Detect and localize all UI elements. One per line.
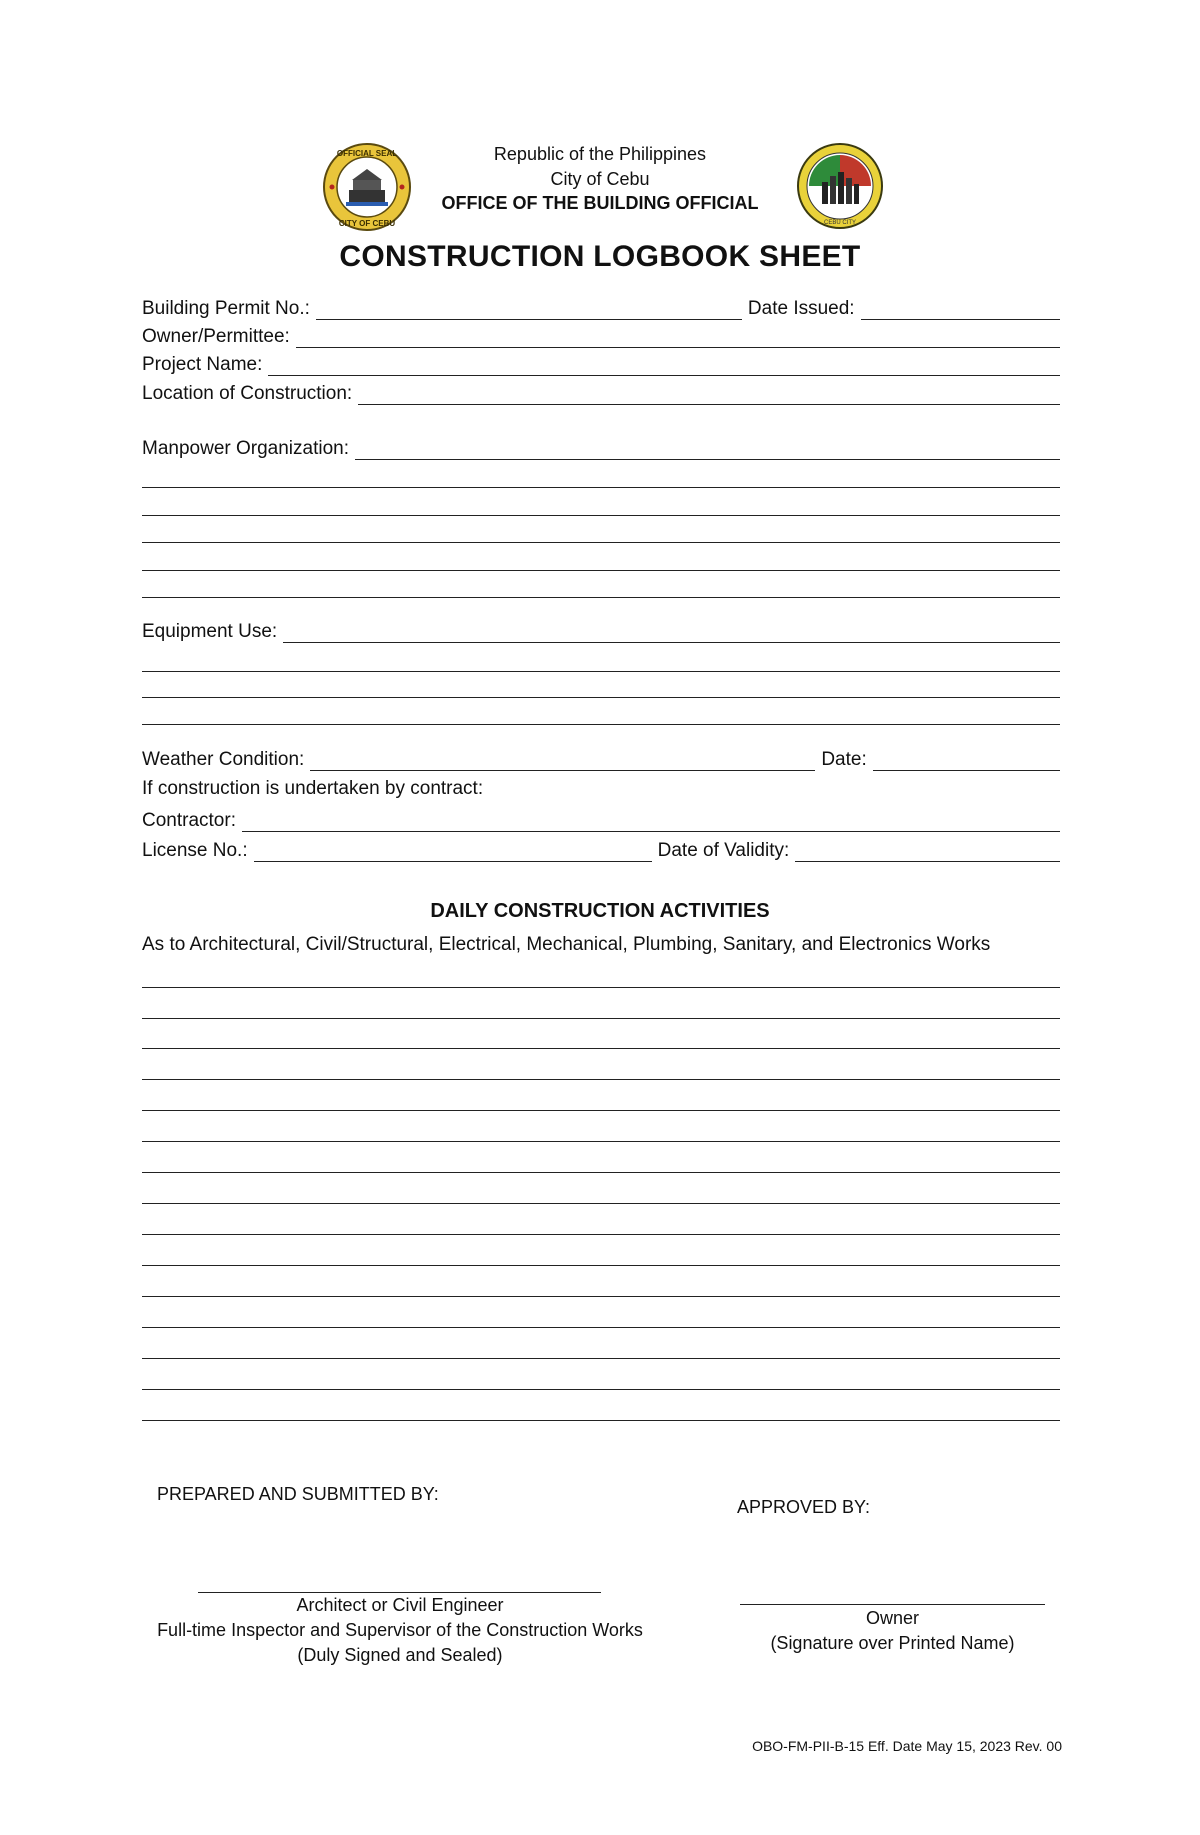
field-row-location [142,381,1060,405]
contractor-label: Contractor: [142,810,236,831]
weather-input[interactable] [310,752,815,771]
activity-line[interactable] [142,1358,1060,1359]
field-row-project [142,352,1060,376]
location-input[interactable] [358,386,1060,405]
prepared-role-3: (Duly Signed and Sealed) [297,1645,503,1665]
svg-text:CEBU CITY: CEBU CITY [823,220,857,226]
equipment-line[interactable] [142,671,1060,672]
svg-text:OFFICIAL SEAL: OFFICIAL SEAL [336,149,398,158]
field-row-equipment [142,619,1060,643]
owner-input[interactable] [296,329,1060,348]
manpower-line[interactable] [142,597,1060,598]
activities-title: DAILY CONSTRUCTION ACTIVITIES [430,900,770,922]
equipment-label: Equipment Use: [142,621,278,642]
form-title: CONSTRUCTION LOGBOOK SHEET [339,240,861,273]
owner-label: Owner/Permittee: [142,326,290,347]
activity-line[interactable] [142,1079,1060,1080]
equipment-line[interactable] [142,724,1060,725]
building-permit-input[interactable] [316,301,742,320]
field-row-license [142,838,1060,862]
activity-line[interactable] [142,1018,1060,1019]
activity-line[interactable] [142,1296,1060,1297]
approved-role-2: (Signature over Printed Name) [770,1633,1015,1653]
contractor-input[interactable] [242,813,1060,832]
manpower-line[interactable] [142,570,1060,571]
field-row-owner [142,324,1060,348]
activity-line[interactable] [142,1203,1060,1204]
activity-line[interactable] [142,987,1060,988]
manpower-input[interactable] [355,441,1060,460]
license-input[interactable] [254,843,652,862]
project-name-input[interactable] [268,357,1060,376]
building-permit-label: Building Permit No.: [142,298,310,319]
activity-line[interactable] [142,1389,1060,1390]
date-issued-input[interactable] [861,301,1060,320]
activity-line[interactable] [142,1048,1060,1049]
manpower-line[interactable] [142,542,1060,543]
contract-note: If construction is undertaken by contract: [142,778,484,799]
prepared-role-2: Full-time Inspector and Supervisor of the Construction Works [157,1620,643,1640]
activity-line[interactable] [142,1141,1060,1142]
activity-line[interactable] [142,1327,1060,1328]
activity-line[interactable] [142,1110,1060,1111]
prepared-role-1: Architect or Civil Engineer [296,1595,504,1615]
approved-label: APPROVED BY: [737,1497,871,1517]
field-row-weather [142,747,1060,771]
date-input[interactable] [873,752,1060,771]
prepared-label: PREPARED AND SUBMITTED BY: [157,1484,439,1504]
activity-line[interactable] [142,1420,1060,1421]
date-label: Date: [821,749,867,770]
license-label: License No.: [142,840,248,861]
field-row-manpower [142,436,1060,460]
location-label: Location of Construction: [142,383,353,404]
activity-line[interactable] [142,1265,1060,1266]
field-row-permit [142,296,1060,320]
validity-label: Date of Validity: [657,840,790,861]
header-office: OFFICE OF THE BUILDING OFFICIAL [441,193,759,213]
field-row-contractor [142,808,1060,832]
approved-role-1: Owner [865,1608,919,1628]
manpower-line[interactable] [142,515,1060,516]
validity-input[interactable] [795,843,1060,862]
date-issued-label: Date Issued: [747,298,855,319]
equipment-line[interactable] [142,697,1060,698]
form-code: OBO-FM-PII-B-15 Eff. Date May 15, 2023 Rev. 00 [752,1738,1062,1754]
activity-line[interactable] [142,1234,1060,1235]
activities-subtitle: As to Architectural, Civil/Structural, Electrical, Mechanical, Plumbing, Sanitary, and Electronics Works [142,934,991,955]
manpower-label: Manpower Organization: [142,438,349,459]
svg-text:CITY OF CEBU: CITY OF CEBU [338,219,396,228]
manpower-line[interactable] [142,487,1060,488]
header-country: Republic of the Philippines [493,144,707,164]
project-name-label: Project Name: [142,354,263,375]
weather-label: Weather Condition: [142,749,305,770]
activity-line[interactable] [142,1172,1060,1173]
approved-signature-line[interactable] [740,1604,1045,1605]
equipment-input[interactable] [283,624,1060,643]
header-city: City of Cebu [550,169,650,189]
